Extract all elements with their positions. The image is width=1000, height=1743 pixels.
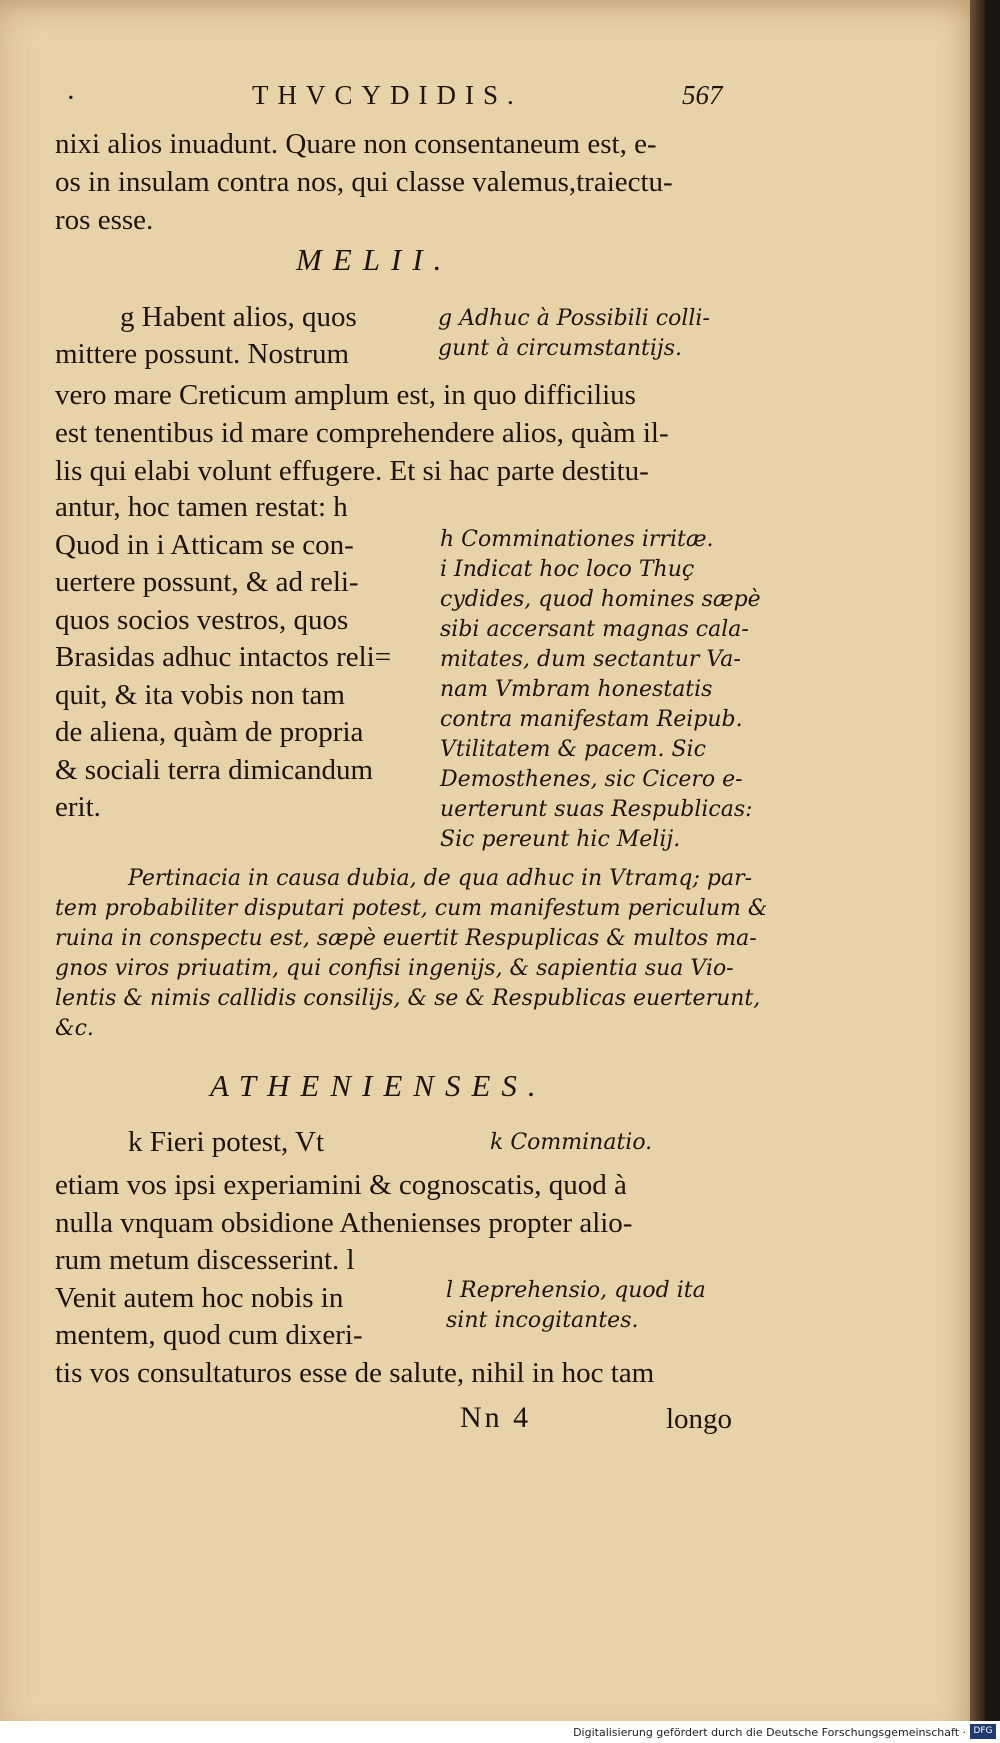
margin-note: Vtilitatem & pacem. Sic <box>440 737 706 762</box>
margin-note: sibi accersant magnas cala- <box>440 617 749 642</box>
text-line: etiam vos ipsi experiamini & cognoscatis, quod à <box>55 1169 627 1201</box>
margin-note: sint incogitantes. <box>446 1308 639 1333</box>
gloss-line: &c. <box>55 1016 94 1041</box>
signature-mark: Nn 4 <box>460 1401 532 1434</box>
gloss-line: lentis & nimis callidis consilijs, & se & Respublicas euerterunt, <box>55 986 761 1011</box>
text-line: os in insulam contra nos, qui classe valemus,traiectu- <box>55 166 673 198</box>
text-line: k Fieri potest, Vt <box>128 1126 325 1158</box>
page-edge <box>970 0 985 1743</box>
text-line: uertere possunt, & ad reli- <box>55 566 359 598</box>
margin-note: h Comminationes irritæ. <box>440 527 714 552</box>
margin-note: mitates, dum sectantur Va- <box>440 647 741 672</box>
text-line: quit, & ita vobis non tam <box>55 679 345 711</box>
gloss-line: gnos viros priuatim, qui confisi ingenijs, & sapientia sua Vio- <box>55 956 734 981</box>
text-line: Quod in i Atticam se con- <box>55 529 354 561</box>
margin-note: uerterunt suas Respublicas: <box>440 797 753 822</box>
text-line: quos socios vestros, quos <box>55 604 349 636</box>
margin-note: cydides, quod homines sæpè <box>440 587 761 612</box>
text-line: ros esse. <box>55 204 154 236</box>
margin-note: g Adhuc à Possibili colli- <box>438 306 710 331</box>
margin-note: Sic pereunt hic Melij. <box>440 827 681 852</box>
gloss-line: tem probabiliter disputari potest, cum manifestum periculum & <box>55 896 768 921</box>
speaker-heading: MELII. <box>296 242 453 277</box>
text-line: g Habent alios, quos <box>120 301 357 333</box>
header-dot: · <box>66 82 76 114</box>
text-line: de aliena, quàm de propria <box>55 716 364 748</box>
catchword: longo <box>666 1403 733 1435</box>
text-line: rum metum discesserint. l <box>55 1244 355 1276</box>
footer-bar <box>0 1721 1000 1743</box>
margin-note: k Comminatio. <box>490 1130 653 1155</box>
margin-note: Demosthenes, sic Cicero e- <box>440 767 743 792</box>
margin-note: contra manifestam Reipub. <box>440 707 743 732</box>
margin-note: gunt à circumstantijs. <box>438 336 682 361</box>
text-line: & sociali terra dimicandum <box>55 754 374 786</box>
margin-note: l Reprehensio, quod ita <box>446 1278 706 1303</box>
gloss-line: ruina in conspectu est, sæpè euertit Respuplicas & multos ma- <box>55 926 757 951</box>
gloss-line: Pertinacia in causa dubia, de qua adhuc in Vtramq; par- <box>128 866 753 891</box>
text-line: antur, hoc tamen restat: h <box>55 491 348 523</box>
text-line: mittere possunt. Nostrum <box>55 338 350 370</box>
text-line: Brasidas adhuc intactos reli= <box>55 641 392 673</box>
dfg-logo: DFG <box>970 1724 996 1739</box>
running-head: THVCYDIDIS. <box>252 80 523 110</box>
margin-note: nam Vmbram honestatis <box>440 677 713 702</box>
page-number: 567 <box>682 80 723 110</box>
text-line: Venit autem hoc nobis in <box>55 1282 344 1314</box>
speaker-heading: ATHENIENSES. <box>210 1068 547 1103</box>
text-line: erit. <box>55 791 101 823</box>
margin-note: i Indicat hoc loco Thuç <box>440 557 695 582</box>
text-line: lis qui elabi volunt effugere. Et si hac parte destitu- <box>55 455 649 487</box>
text-line: nulla vnquam obsidione Athenienses propter alio- <box>55 1207 633 1239</box>
text-line: vero mare Creticum amplum est, in quo difficilius <box>55 379 636 411</box>
text-line: est tenentibus id mare comprehendere alios, quàm il- <box>55 417 669 449</box>
funding-note: Digitalisierung gefördert durch die Deutsche Forschungsgemeinschaft · <box>573 1726 966 1739</box>
text-line: nixi alios inuadunt. Quare non consentaneum est, e- <box>55 128 657 160</box>
text-line: tis vos consultaturos esse de salute, nihil in hoc tam <box>55 1357 655 1389</box>
text-line: mentem, quod cum dixeri- <box>55 1319 363 1351</box>
